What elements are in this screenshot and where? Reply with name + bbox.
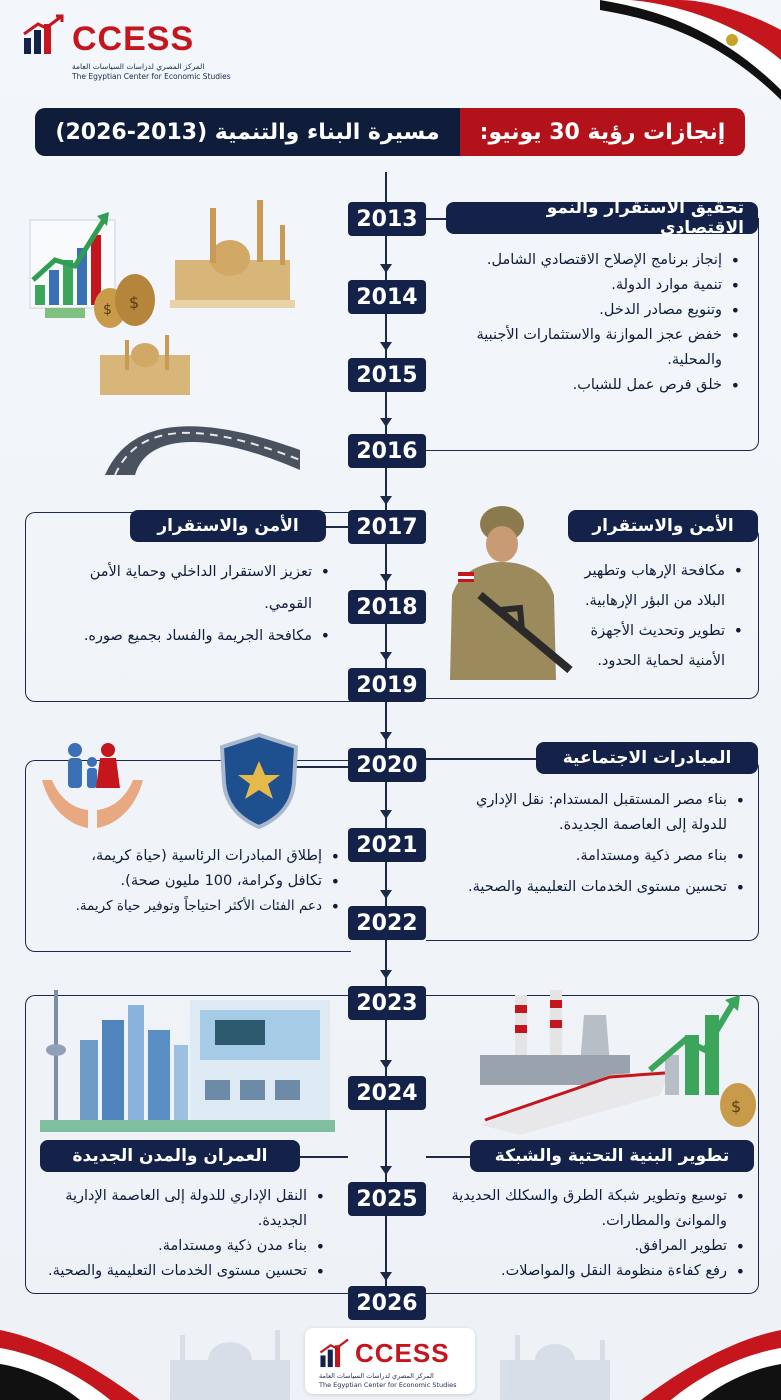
connector <box>296 766 348 768</box>
year-2024: 2024 <box>348 1076 426 1110</box>
year-2025: 2025 <box>348 1182 426 1216</box>
urban-item: • النقل الإداري للدولة إلى العاصمة الإدارية الجديدة. <box>35 1184 325 1234</box>
social-right-item: • بناء مصر المستقبل المستدام: نقل الإداري للدولة إلى العاصمة الجديدة. <box>450 788 745 838</box>
city-illustration <box>40 985 335 1135</box>
economy-list <box>440 248 740 398</box>
infrastructure-title: تطوير البنية التحتية والشبكة <box>470 1140 754 1172</box>
urban-item: • بناء مدن ذكية ومستدامة. <box>35 1234 325 1259</box>
timeline-arrow <box>380 810 392 819</box>
connector <box>426 758 536 760</box>
social-right-item: • تحسين مستوى الخدمات التعليمية والصحية. <box>450 875 745 900</box>
timeline-arrow <box>380 342 392 351</box>
year-2017: 2017 <box>348 510 426 544</box>
timeline-arrow <box>380 574 392 583</box>
year-2015: 2015 <box>348 358 426 392</box>
logo-subtitle-en: The Egyptian Center for Economic Studies <box>72 72 231 81</box>
economy-item: • إنجاز برنامج الإصلاح الاقتصادي الشامل. <box>440 248 740 273</box>
egypt-flag-corner <box>600 0 781 100</box>
economy-item: • تنمية موارد الدولة. <box>440 273 740 298</box>
security-left-title: الأمن والاستقرار <box>130 510 326 542</box>
svg-text:$: $ <box>731 1097 742 1116</box>
logo <box>22 10 252 90</box>
year-2022: 2022 <box>348 906 426 940</box>
year-2023: 2023 <box>348 986 426 1020</box>
year-2020: 2020 <box>348 748 426 782</box>
social-left-item: • دعم الفئات الأكثر احتياجاً وتوفير حياة كريمة. <box>40 894 340 919</box>
infrastructure-item: • تطوير المرافق. <box>450 1234 745 1259</box>
timeline-arrow <box>380 652 392 661</box>
social-left-list <box>40 844 340 919</box>
year-2014: 2014 <box>348 280 426 314</box>
logo-name: CCESS <box>72 20 195 58</box>
logo-mark-icon <box>22 14 66 58</box>
svg-text:$: $ <box>103 302 112 318</box>
infrastructure-illustration <box>460 975 760 1135</box>
economy-item: • خفض عجز الموازنة والاستثمارات الأجنبية والمحلية. <box>440 323 740 373</box>
economy-item: • خلق فرص عمل للشباب. <box>440 373 740 398</box>
timeline-arrow <box>380 970 392 979</box>
logo-subtitle-ar: المركز المصري لدراسات السياسات العامة <box>72 62 205 71</box>
family-hands-icon <box>40 740 145 835</box>
timeline-arrow <box>380 890 392 899</box>
timeline-arrow <box>380 1060 392 1069</box>
shield-star-icon <box>218 733 300 829</box>
infrastructure-item: • رفع كفاءة منظومة النقل والمواصلات. <box>450 1259 745 1284</box>
security-right-list <box>578 556 743 676</box>
connector <box>325 526 350 528</box>
urban-title: العمران والمدن الجديدة <box>40 1140 300 1172</box>
social-right-list <box>450 788 745 900</box>
title-part2: مسيرة البناء والتنمية (2013-2026) <box>35 108 460 156</box>
timeline-arrow <box>380 418 392 427</box>
bottom-logo-subtitle-en: The Egyptian Center for Economic Studies <box>319 1381 457 1389</box>
economy-item: • وتنويع مصادر الدخل. <box>440 298 740 323</box>
timeline-arrow <box>380 496 392 505</box>
social-left-item: • إطلاق المبادرات الرئاسية (حياة كريمة، <box>40 844 340 869</box>
connector <box>300 1156 348 1158</box>
security-right-item: • تطوير وتحديث الأجهزة الأمنية لحماية الحدود. <box>578 616 743 676</box>
urban-item: • تحسين مستوى الخدمات التعليمية والصحية. <box>35 1259 325 1284</box>
security-right-item: • مكافحة الإرهاب وتطهير البلاد من البؤر الإرهابية. <box>578 556 743 616</box>
security-left-list <box>40 556 330 652</box>
timeline-arrow <box>380 1166 392 1175</box>
logo-mark-icon <box>319 1338 351 1370</box>
infrastructure-list <box>450 1184 745 1284</box>
timeline-arrow <box>380 1272 392 1281</box>
infrastructure-item: • توسيع وتطوير شبكة الطرق والسكلك الحديدية والموانئ والمطارات. <box>450 1184 745 1234</box>
page-title <box>35 108 745 156</box>
security-right-title: الأمن والاستقرار <box>568 510 758 542</box>
svg-text:$: $ <box>129 293 140 312</box>
urban-list <box>35 1184 325 1284</box>
social-right-title: المبادرات الاجتماعية <box>536 742 758 774</box>
economy-title: تحقيق الاستقرار والنمو الاقتصادي <box>446 202 758 234</box>
social-right-item: • بناء مصر ذكية ومستدامة. <box>450 844 745 869</box>
security-left-item: • مكافحة الجريمة والفساد بجميع صوره. <box>40 620 330 652</box>
security-left-item: • تعزيز الاستقرار الداخلي وحماية الأمن القومي. <box>40 556 330 620</box>
social-left-item: • تكافل وكرامة، 100 مليون صحة). <box>40 869 340 894</box>
title-part1: إنجازات رؤية 30 يونيو: <box>460 108 745 156</box>
year-2026: 2026 <box>348 1286 426 1320</box>
year-2021: 2021 <box>348 828 426 862</box>
bottom-logo-subtitle-ar: المركز المصري لدراسات السياسات العامة <box>319 1372 434 1380</box>
timeline-arrow <box>380 732 392 741</box>
economy-illustration <box>25 200 300 480</box>
year-2013: 2013 <box>348 202 426 236</box>
connector <box>426 1156 470 1158</box>
bottom-logo <box>305 1328 475 1394</box>
year-2018: 2018 <box>348 590 426 624</box>
bottom-logo-name: CCESS <box>355 1338 450 1368</box>
year-2019: 2019 <box>348 668 426 702</box>
year-2016: 2016 <box>348 434 426 468</box>
timeline-arrow <box>380 264 392 273</box>
